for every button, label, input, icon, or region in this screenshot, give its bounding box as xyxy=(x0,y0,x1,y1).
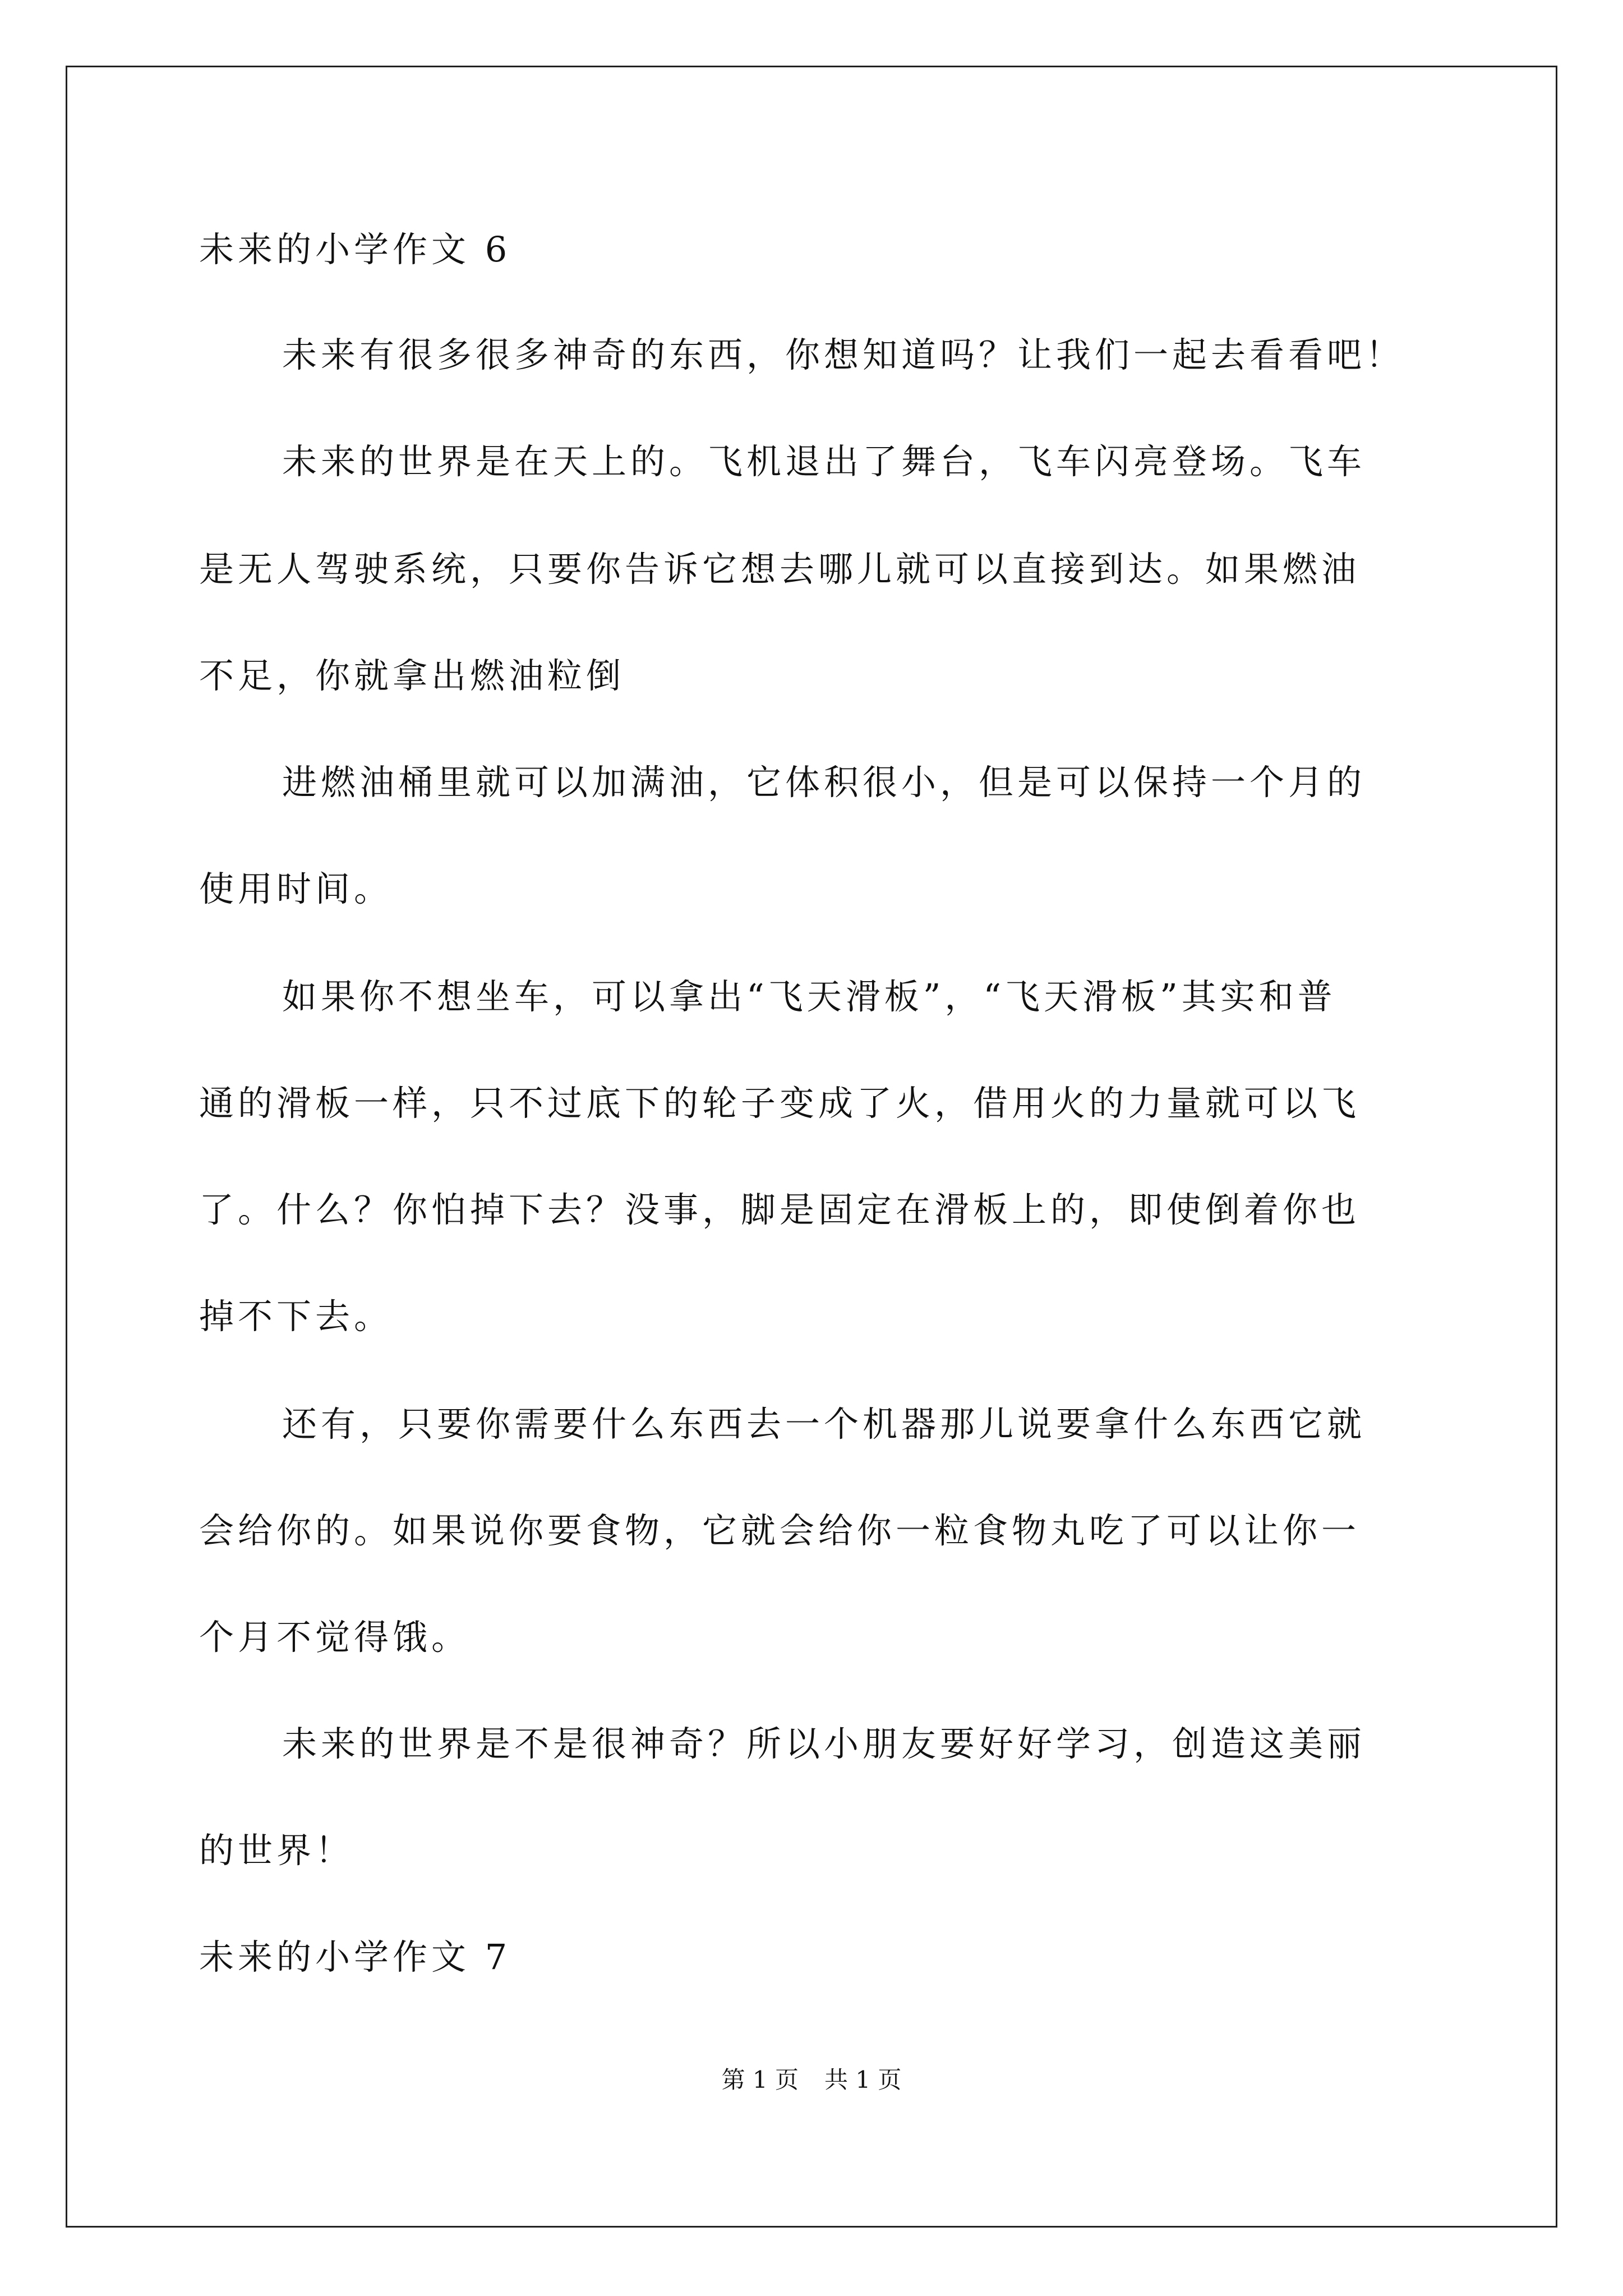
paragraph-line: 会给你的。如果说你要食物，它就会给你一粒食物丸吃了可以让你一 xyxy=(199,1510,1361,1551)
page-footer xyxy=(0,2064,1623,2096)
page-number: 第 1 页 xyxy=(721,2066,799,2093)
paragraph-line: 未来的世界是不是很神奇？所以小朋友要好好学习，创造这美丽 xyxy=(282,1723,1366,1764)
essay-heading: 未来的小学作文 7 xyxy=(199,1936,511,1977)
paragraph-line: 未来有很多很多神奇的东西，你想知道吗？让我们一起去看看吧！ xyxy=(282,334,1405,375)
paragraph-line: 还有，只要你需要什么东西去一个机器那儿说要拿什么东西它就 xyxy=(282,1404,1366,1444)
page-border xyxy=(66,66,1557,2228)
paragraph-line: 通的滑板一样，只不过底下的轮子变成了火，借用火的力量就可以飞 xyxy=(199,1083,1361,1124)
paragraph-line: 如果你不想坐车，可以拿出“飞天滑板”，“飞天滑板”其实和普 xyxy=(282,976,1336,1017)
paragraph-line: 个月不觉得饿。 xyxy=(199,1617,471,1658)
paragraph-line: 了。什么？你怕掉下去？没事，脚是固定在滑板上的，即使倒着你也 xyxy=(199,1189,1361,1230)
paragraph-line: 是无人驾驶系统，只要你告诉它想去哪儿就可以直接到达。如果燃油 xyxy=(199,549,1361,590)
page-total: 共 1 页 xyxy=(824,2066,902,2093)
essay-heading: 未来的小学作文 6 xyxy=(199,229,511,270)
paragraph-line: 掉不下去。 xyxy=(199,1296,393,1337)
paragraph-line: 的世界！ xyxy=(199,1830,354,1871)
paragraph-line: 进燃油桶里就可以加满油，它体积很小，但是可以保持一个月的 xyxy=(282,762,1366,803)
paragraph-line: 使用时间。 xyxy=(199,868,393,909)
paragraph-line: 未来的世界是在天上的。飞机退出了舞台，飞车闪亮登场。飞车 xyxy=(282,441,1366,482)
paragraph-line: 不足，你就拿出燃油粒倒 xyxy=(199,655,625,696)
